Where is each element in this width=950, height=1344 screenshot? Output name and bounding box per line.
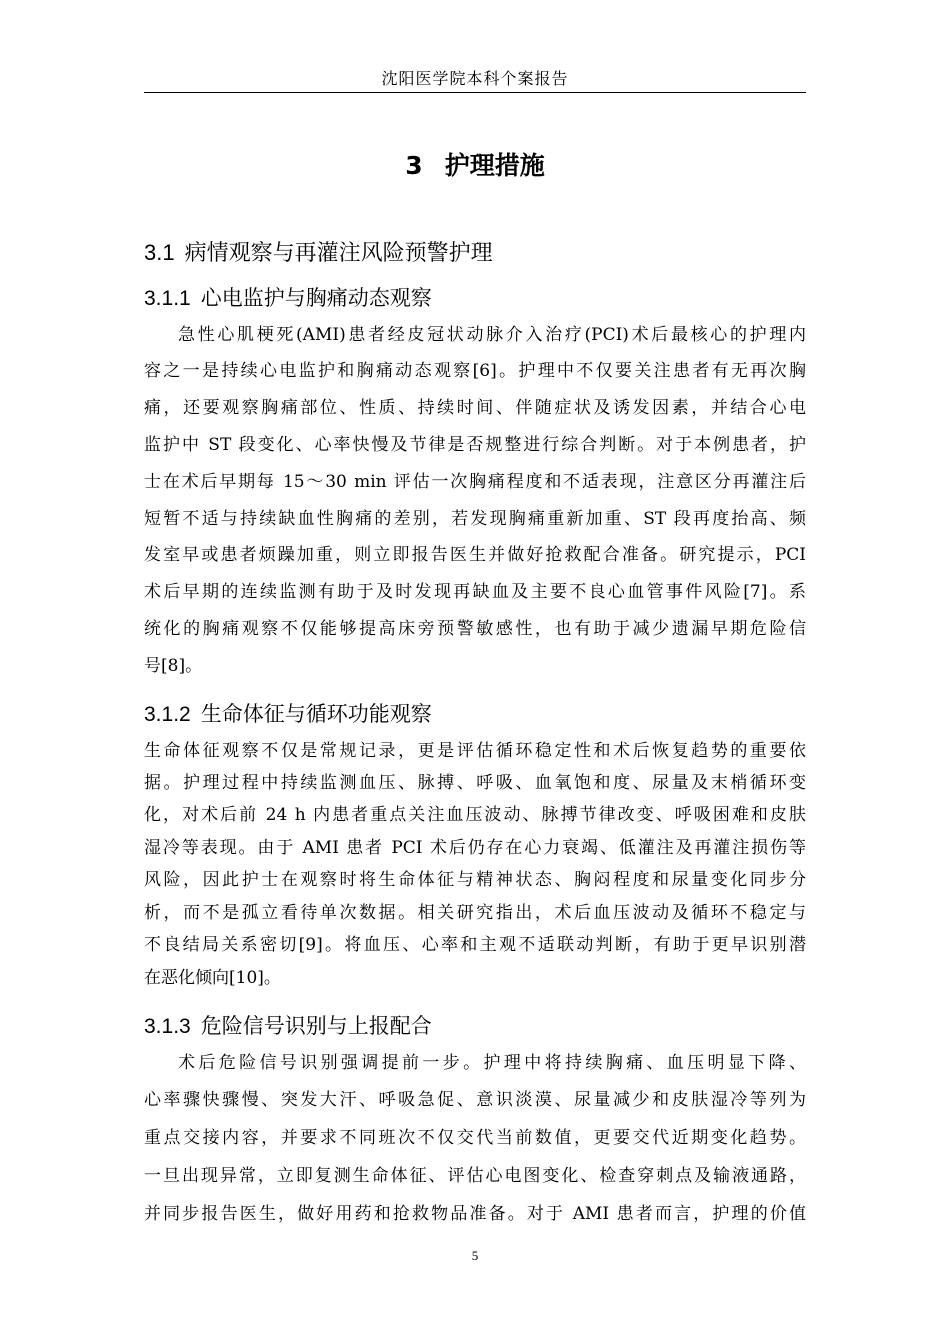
text-line: 心率骤快骤慢、突发大汗、呼吸急促、意识淡漠、尿量减少和皮肤湿冷等列为 — [144, 1090, 806, 1110]
section-title: 病情观察与再灌注风险预警护理 — [184, 241, 493, 266]
text-line: 统化的胸痛观察不仅能够提高床旁预警敏感性，也有助于减少遗漏早期危险信 — [144, 619, 806, 639]
subsection-number: 3.1.3 — [144, 1015, 191, 1038]
subsection-title: 危险信号识别与上报配合 — [200, 1014, 432, 1038]
text-line: 据。护理过程中持续监测血压、脉搏、呼吸、血氧饱和度、尿量及末梢循环变 — [144, 773, 806, 793]
subsection-heading-3-1-2 — [144, 698, 432, 728]
text-line: 不良结局关系密切[9]。将血压、心率和主观不适联动判断，有助于更早识别潜 — [144, 935, 806, 955]
text-line: 生命体征观察不仅是常规记录，更是评估循环稳定性和术后恢复趋势的重要依 — [144, 741, 806, 761]
text-line: 号[8]。 — [144, 656, 203, 676]
text-line: 术后早期的连续监测有助于及时发现再缺血及主要不良心血管事件风险[7]。系 — [144, 582, 806, 602]
chapter-number: 3 — [405, 151, 423, 180]
chapter-title: 护理措施 — [444, 151, 545, 180]
subsection-number: 3.1.2 — [144, 703, 191, 726]
chapter-heading — [144, 146, 806, 182]
section-heading-3-1 — [144, 236, 493, 267]
text-line: 重点交接内容，并要求不同班次不仅交代当前数值，更要交代近期变化趋势。 — [144, 1128, 806, 1148]
text-line: 并同步报告医生，做好用药和抢救物品准备。对于 AMI 患者而言，护理的价值 — [144, 1204, 806, 1224]
text-line: 一旦出现异常，立即复测生命体征、评估心电图变化、检查穿刺点及输液通路， — [144, 1166, 806, 1186]
subsection-title: 心电监护与胸痛动态观察 — [200, 286, 432, 310]
text-line: 容之一是持续心电监护和胸痛动态观察[6]。护理中不仅要关注患者有无再次胸 — [144, 361, 806, 381]
page-number: 5 — [471, 1248, 479, 1263]
subsection-number: 3.1.1 — [144, 287, 191, 310]
subsection-title: 生命体征与循环功能观察 — [200, 702, 432, 726]
text-line: 痛，还要观察胸痛部位、性质、持续时间、伴随症状及诱发因素，并结合心电 — [144, 398, 806, 418]
text-line: 急性心肌梗死(AMI)患者经皮冠状动脉介入治疗(PCI)术后最核心的护理内 — [178, 325, 806, 345]
running-header: 沈阳医学院本科个案报告 — [381, 69, 569, 88]
text-line: 监护中 ST 段变化、心率快慢及节律是否规整进行综合判断。对于本例患者，护 — [144, 435, 806, 455]
section-number: 3.1 — [144, 240, 175, 265]
text-line: 在恶化倾向[10]。 — [144, 968, 281, 988]
subsection-heading-3-1-1 — [144, 282, 432, 312]
text-line: 湿冷等表现。由于 AMI 患者 PCI 术后仍存在心力衰竭、低灌注及再灌注损伤等 — [144, 838, 806, 858]
text-line: 析，而不是孤立看待单次数据。相关研究指出，术后血压波动及循环不稳定与 — [144, 903, 806, 923]
subsection-heading-3-1-3 — [144, 1010, 432, 1040]
header-rule — [144, 92, 806, 93]
text-line: 士在术后早期每 15～30 min 评估一次胸痛程度和不适表现，注意区分再灌注后 — [144, 472, 806, 492]
text-line: 风险，因此护士在观察时将生命体征与精神状态、胸闷程度和尿量变化同步分 — [144, 870, 806, 890]
text-line: 术后危险信号识别强调提前一步。护理中将持续胸痛、血压明显下降、 — [178, 1053, 806, 1073]
text-line: 发室早或患者烦躁加重，则立即报告医生并做好抢救配合准备。研究提示，PCI — [144, 545, 806, 565]
text-line: 化，对术后前 24 h 内患者重点关注血压波动、脉搏节律改变、呼吸困难和皮肤 — [144, 805, 806, 825]
text-line: 短暂不适与持续缺血性胸痛的差别，若发现胸痛重新加重、ST 段再度抬高、频 — [144, 509, 806, 529]
